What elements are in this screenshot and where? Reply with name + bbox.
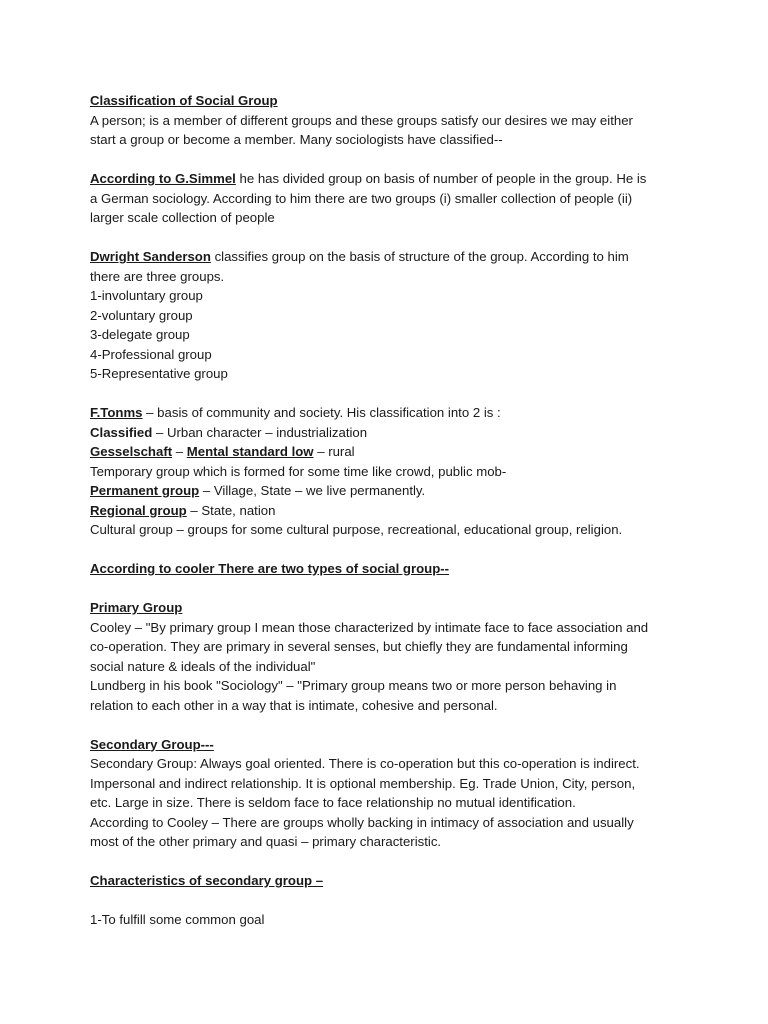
classified-line bbox=[90, 423, 690, 443]
simmel-text: he has divided group on basis of number of people in the group. He is bbox=[235, 171, 647, 186]
cooler-heading: According to cooler There are two types of social group-- bbox=[90, 561, 450, 576]
classified-text: – Urban character – industrialization bbox=[152, 424, 368, 440]
cultural-line: Cultural group – groups for some cultural purpose, recreational, educational group, religion. bbox=[90, 522, 623, 537]
simmel-line: a German sociology. According to him there are two groups (i) smaller collection of people (ii) bbox=[90, 190, 633, 206]
tonms-heading: F.Tonms bbox=[90, 405, 143, 420]
regional-line bbox=[90, 501, 690, 521]
gesselschaft-text: – rural bbox=[313, 444, 355, 459]
list-item: 5-Representative group bbox=[90, 366, 228, 381]
primary-line: Lundberg in his book "Sociology" – "Primary group means two or more person behaving in bbox=[90, 678, 617, 693]
simmel-heading: According to G.Simmel bbox=[90, 171, 236, 186]
secondary-line: etc. Large in size. There is seldom face to face relationship no mutual identification. bbox=[90, 795, 576, 810]
primary-line: co-operation. They are primary in several senses, but chiefly they are fundamental informing bbox=[90, 639, 628, 654]
spacer bbox=[90, 852, 690, 872]
characteristics-item: 1-To fulfill some common goal bbox=[90, 912, 265, 927]
spacer bbox=[90, 715, 690, 735]
intro-line: start a group or become a member. Many sociologists have classified-- bbox=[90, 132, 503, 147]
list-item: 2-voluntary group bbox=[90, 307, 193, 323]
list-item: 1-involuntary group bbox=[90, 288, 203, 303]
permanent-line bbox=[90, 481, 690, 501]
secondary-line: most of the other primary and quasi – primary characteristic. bbox=[90, 834, 442, 849]
intro-line: A person; is a member of different groups and these groups satisfy our desires we may either bbox=[90, 112, 633, 128]
sanderson-paragraph-line bbox=[90, 247, 690, 267]
permanent-text: – Village, State – we live permanently. bbox=[199, 483, 426, 498]
spacer bbox=[90, 384, 690, 404]
list-item: 4-Professional group bbox=[90, 346, 212, 362]
sanderson-line: there are three groups. bbox=[90, 268, 225, 284]
gesselschaft-line bbox=[90, 442, 690, 462]
mental-standard-heading: Mental standard low bbox=[186, 444, 314, 459]
regional-heading: Regional group bbox=[90, 502, 187, 518]
sanderson-heading: Dwright Sanderson bbox=[90, 249, 211, 264]
secondary-line: Impersonal and indirect relationship. It is optional membership. Eg. Trade Union, City, person, bbox=[90, 775, 636, 791]
primary-group-heading: Primary Group bbox=[90, 600, 183, 615]
primary-line: social nature & ideals of the individual" bbox=[90, 658, 316, 674]
characteristics-heading: Characteristics of secondary group – bbox=[90, 873, 324, 888]
spacer bbox=[90, 150, 690, 170]
gesselschaft-heading: Gesselschaft bbox=[90, 444, 173, 459]
permanent-heading: Permanent group bbox=[90, 483, 200, 498]
spacer bbox=[90, 579, 690, 599]
document-title: Classification of Social Group bbox=[90, 93, 278, 108]
gesselschaft-separator: – bbox=[172, 444, 187, 459]
tonms-text: – basis of community and society. His classification into 2 is : bbox=[142, 405, 501, 420]
list-item: 3-delegate group bbox=[90, 327, 190, 342]
primary-line: relation to each other in a way that is intimate, cohesive and personal. bbox=[90, 697, 498, 713]
classified-heading: Classified bbox=[90, 424, 153, 440]
temporary-line: Temporary group which is formed for some time like crowd, public mob- bbox=[90, 463, 507, 479]
primary-line: Cooley – "By primary group I mean those characterized by intimate face to face association and bbox=[90, 619, 649, 635]
spacer bbox=[90, 228, 690, 248]
spacer bbox=[90, 891, 690, 911]
regional-text: – State, nation bbox=[186, 502, 276, 518]
tonms-line bbox=[90, 403, 690, 423]
simmel-line: larger scale collection of people bbox=[90, 210, 275, 225]
secondary-line: Secondary Group: Always goal oriented. There is co-operation but this co-operation is indirect. bbox=[90, 756, 640, 771]
document-page bbox=[90, 91, 690, 930]
spacer bbox=[90, 540, 690, 560]
simmel-paragraph-line bbox=[90, 169, 690, 189]
secondary-group-heading: Secondary Group--- bbox=[90, 736, 214, 752]
secondary-line: According to Cooley – There are groups wholly backing in intimacy of association and usually bbox=[90, 814, 634, 830]
sanderson-text: classifies group on the basis of structure of the group. According to him bbox=[210, 249, 629, 264]
